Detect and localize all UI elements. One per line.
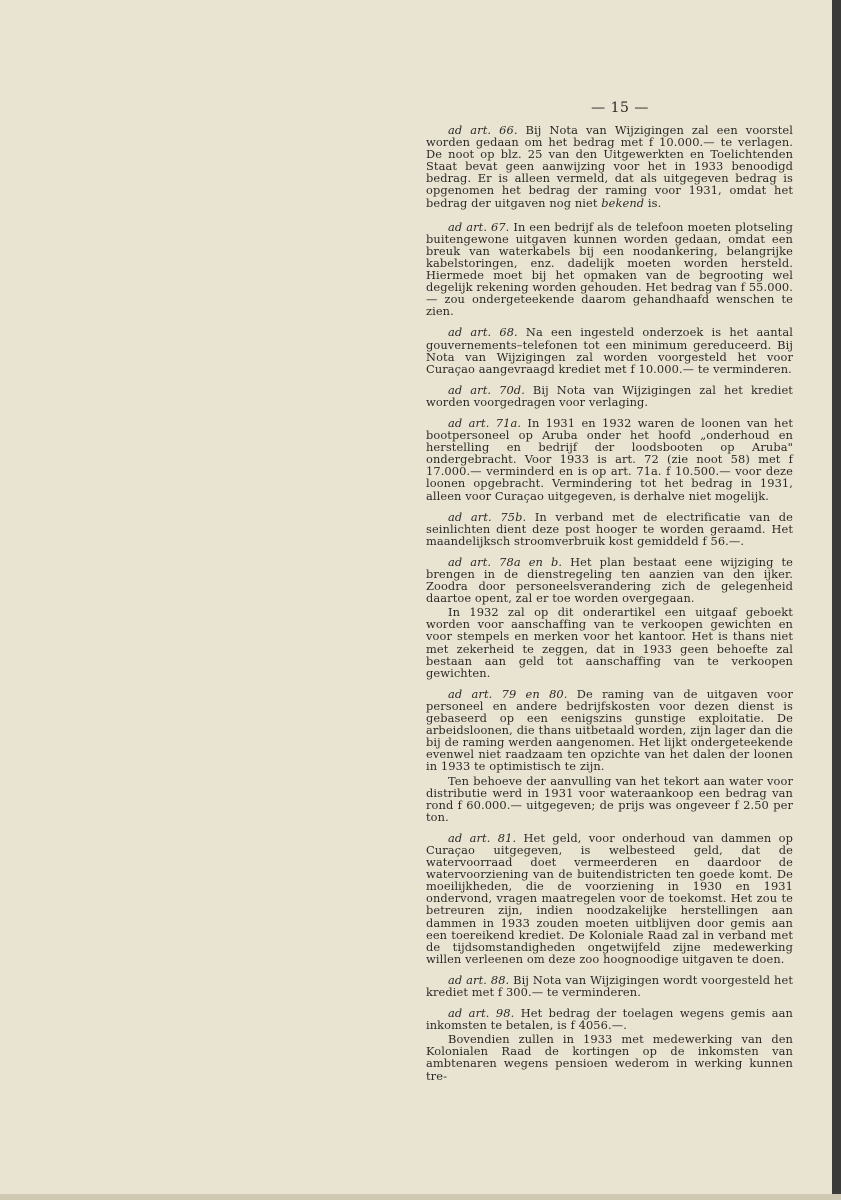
paragraph-text: Het plan bestaat eene wijziging te brengen in de dienstregeling ten aanzien van den ijker. Zoodra door personeelsverandering zich de gelegenheid daartoe opent, zal er toe worden overgegaan. [426, 554, 793, 606]
scan-edge-right [832, 0, 841, 1200]
paragraph-text: In verband met de electrificatie van de seinlichten dient deze post hooger te worden geraamd. Het maandelijksch stroomverbruik kost gemiddeld f 56.—. [426, 509, 794, 548]
paragraph-art-98 [426, 1007, 793, 1031]
paragraph-art-79-80-cont [426, 775, 793, 823]
paragraph-art-67 [426, 221, 793, 318]
article-ref: ad art. 79 en 80. [448, 686, 568, 701]
article-ref: ad art. 71a. [448, 415, 522, 430]
paragraph-text: In een bedrijf als de telefoon moeten plotseling buitengewone uitgaven kunnen worden gedaan, omdat een breuk van waterkabels bij een noodankering, belangrijke kabelstoringen, enz. dadelijk moeten worden hersteld. Hiermede moet bij het opmaken van de begrooting wel degelijk rekening worden gehouden. Het bedrag van f 55.000.— zou ondergeteekende daarom gehandhaafd wenschen te zien. [426, 219, 793, 319]
paragraph-text: Bij Nota van Wijzigingen zal het krediet worden voorgedragen voor verlaging. [426, 382, 793, 409]
paragraph-text: Het geld, voor onderhoud van dammen op Curaçao uitgegeven, is welbesteed geld, dat de watervoorraad doet vermeerderen en daardoor de watervoorziening van de buitendistricten ten goede komt. De moeilijkheden, die de voorziening in 1930 en 1931 ondervond, vragen maatregelen voor de toekomst. Het zou te betreuren zijn, indien noodzakelijke herstellingen aan dammen in 1933 zouden moeten uitblijven door gemis aan een toereikend krediet. De Koloniale Raad zal in verband met de tijdsomstandigheden ongetwijfeld zijne medewerking willen verleenen om deze zoo hoognoodige uitgaven te doen. [426, 830, 793, 966]
article-ref: ad art. 78a en b. [448, 554, 563, 569]
paragraph-text: Bij Nota van Wijzigingen zal een voorstel worden gedaan om het bedrag met f 10.000.— te verlagen. De noot op blz. 25 van den Uitgewerkten en Toelichtenden Staat bevat geen aanwijzing voor het in 1933 benoodigd bedrag. Er is alleen vermeld, dat als uitgegeven bedrag is opgenomen het bedrag der raming voor 1931, omdat het bedrag der uitgaven nog niet [426, 123, 793, 210]
paragraph-text: Bij Nota van Wijzigingen wordt voorgesteld het krediet met f 300.— te verminderen. [426, 972, 793, 999]
page-number: — 15 — [591, 100, 649, 116]
article-ref: ad art. 66. [448, 123, 518, 137]
paragraph-tail: is. [644, 195, 662, 210]
paragraph-text: In 1932 zal op dit onderartikel een uitgaaf geboekt worden voor aanschaffing van te verkoopen gewichten en voor stempels en merken voor het kantoor. Het is thans niet met zekerheid te zeggen, dat in 1933 geen behoefte zal bestaan aan geld tot aanschaffing van te verkoopen gewichten. [426, 605, 793, 680]
paragraph-art-79-80 [426, 688, 793, 773]
paragraph-text: Bovendien zullen in 1933 met medewerking van den Kolonialen Raad de kortingen op de inkomsten van ambtenaren wegens pensioen wederom in werking kunnen tre- [426, 1032, 793, 1083]
article-ref: ad art. 75b. [448, 509, 527, 524]
paragraph-text: Het bedrag der toelagen wegens gemis aan inkomsten te betalen, is f 4056.—. [426, 1006, 793, 1033]
emphasis: bekend [601, 195, 645, 210]
article-ref: ad art. 67. [448, 219, 510, 234]
paragraph-art-81 [426, 832, 793, 965]
paragraph-art-70d [426, 384, 793, 408]
article-ref: ad art. 68. [448, 325, 518, 340]
paragraph-text: De raming van de uitgaven voor personeel en andere bedrijfskosten voor dezen dienst is gebaseerd op een eenigszins gunstige exploitatie. De arbeidsloonen, die thans uitbetaald worden, zijn lager dan die bij de raming werden aangenomen. Het lijkt ondergeteekende evenwel niet raadzaam ten opzichte van het dalen der loonen in 1933 te optimistisch te zijn. [426, 686, 793, 774]
paragraph-text: In 1931 en 1932 waren de loonen van het bootpersoneel op Aruba onder het hoofd „onderhoud en herstelling en bedrijf der loodsbooten op Aruba" ondergebracht. Voor 1933 is art. 72 (zie noot 58) met f 17.000.— verminderd en is op art. 71a. f 10.500.— voor deze loonen opgebracht. Vermindering tot het bedrag in 1931, alleen voor Curaçao uitgegeven, is derhalve niet mogelijk. [426, 415, 793, 503]
paragraph-art-78-cont [426, 606, 793, 679]
article-ref: ad art. 81. [448, 830, 517, 845]
article-ref: ad art. 70d. [448, 382, 525, 397]
paragraph-art-71a [426, 417, 793, 502]
paragraph-art-98-cont [426, 1033, 793, 1081]
paragraph-art-78ab [426, 556, 793, 604]
paragraph-art-88 [426, 974, 793, 998]
paragraph-text: Ten behoeve der aanvulling van het tekort aan water voor distributie werd in 1931 voor wateraankoop een bedrag van rond f 60.000.— uitgegeven; de prijs was ongeveer f 2.50 per ton. [426, 773, 793, 824]
text-column [426, 124, 793, 1082]
paragraph-art-68 [426, 326, 793, 374]
article-ref: ad art. 98. [448, 1006, 515, 1021]
paragraph-text: Na een ingesteld onderzoek is het aantal gouvernements–telefonen tot een minimum gereduceerd. Bij Nota van Wijzigingen zal worden voorgesteld het voor Curaçao aangevraagd krediet met f 10.000.— te verminderen. [426, 325, 793, 376]
article-ref: ad art. 88. [448, 972, 510, 987]
scan-edge-bottom [0, 1194, 841, 1200]
paragraph-art-66 [426, 124, 793, 209]
paragraph-art-75b [426, 511, 793, 547]
